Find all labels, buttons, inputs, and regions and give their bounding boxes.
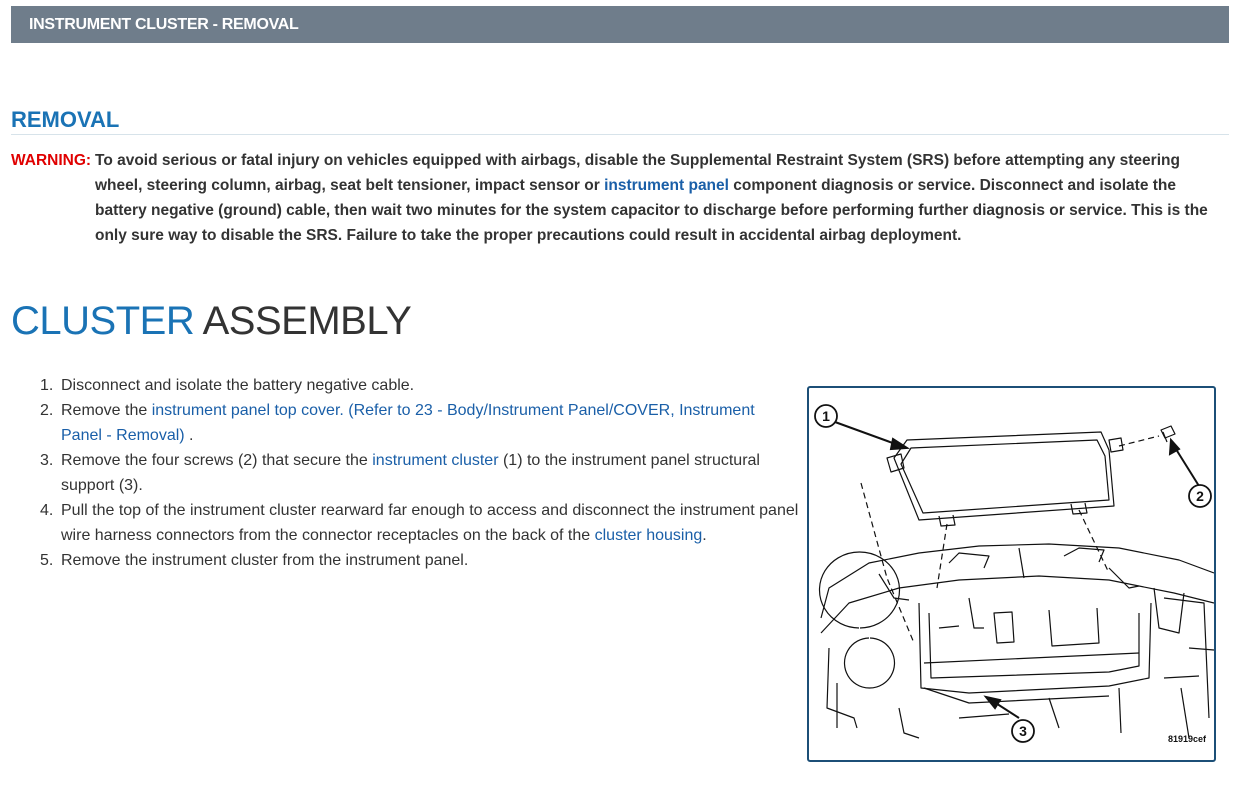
step-number: 3. xyxy=(40,452,54,469)
step-number: 2. xyxy=(40,402,54,419)
page-title-bar: INSTRUMENT CLUSTER - REMOVAL xyxy=(11,6,1229,43)
step-text: Remove the xyxy=(61,402,152,419)
warning-label: WARNING: xyxy=(11,152,92,169)
step-text-end: . xyxy=(184,427,194,444)
top-cover-link[interactable]: instrument panel top cover. xyxy=(151,402,344,419)
step-number: 5. xyxy=(40,552,54,569)
step-number: 4. xyxy=(40,502,54,519)
cluster-housing-link[interactable]: cluster housing xyxy=(594,527,703,544)
warning-text xyxy=(95,148,1231,248)
step-text: Remove the instrument cluster from the instrument panel. xyxy=(61,552,469,569)
step-text: Pull the top of the instrument cluster rearward far enough to access and disconnect the instrument panel wire harness connectors from the connector receptacles on the back of the xyxy=(61,502,799,544)
removal-heading: REMOVAL xyxy=(11,105,1229,135)
callout-1: 1 xyxy=(822,408,830,424)
heading-word-assembly: ASSEMBLY xyxy=(194,299,412,343)
step-text-end: (1) to the instrument panel structural support (3). xyxy=(61,452,760,494)
heading-word-cluster: CLUSTER xyxy=(11,299,195,343)
callout-3: 3 xyxy=(1019,723,1027,739)
instrument-cluster-link[interactable]: instrument cluster xyxy=(372,452,499,469)
step-item xyxy=(40,448,800,498)
step-item xyxy=(40,398,800,448)
callout-2: 2 xyxy=(1196,488,1204,504)
cluster-assembly-heading xyxy=(11,296,411,346)
removal-steps-list xyxy=(40,373,800,573)
step-number: 1. xyxy=(40,377,54,394)
step-text: Disconnect and isolate the battery negative cable. xyxy=(61,377,415,394)
step-text: Remove the four screws (2) that secure the xyxy=(61,452,373,469)
figure-code: 81919cef xyxy=(1167,734,1206,744)
warning-text-before: To avoid serious or fatal injury on vehicles equipped with airbags, disable the Supplemental Restraint System (SRS) before attempting any steering wheel, steering column, airbag, seat belt tensioner, impact sensor or xyxy=(95,152,1180,194)
warning-text-after: component diagnosis or service. Disconnect and isolate the battery negative (ground) cable, then wait two minutes for the system capacitor to discharge before performing further diagnosis or service. This is the only sure way to disable the SRS. Failure to take the proper precautions could result in accidental airbag deployment. xyxy=(95,177,1208,244)
instrument-panel-link[interactable]: instrument panel xyxy=(604,177,729,194)
cluster-removal-illustration[interactable] xyxy=(807,386,1216,762)
warning-block xyxy=(11,148,1231,248)
refer-cover-removal-link[interactable]: (Refer to 23 - Body/Instrument Panel/COVER, Instrument Panel - Removal) xyxy=(61,402,755,444)
line-drawing xyxy=(809,388,1214,760)
step-item xyxy=(40,548,800,573)
step-item xyxy=(40,498,800,548)
step-text-end: . xyxy=(702,527,707,544)
step-item xyxy=(40,373,800,398)
